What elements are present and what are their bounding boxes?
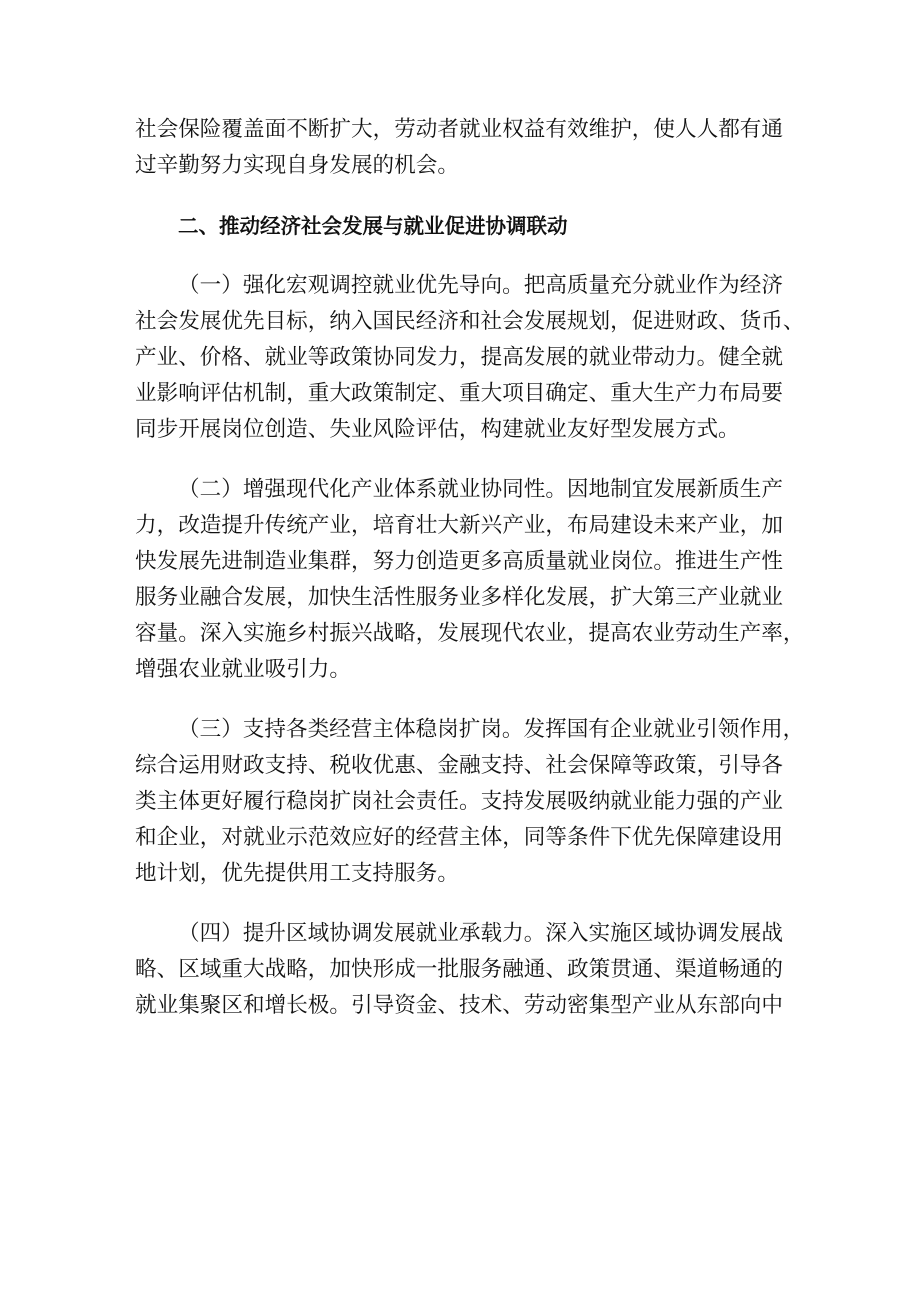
text-line: 容量。深入实施乡村振兴战略，发展现代农业，提高农业劳动生产率， bbox=[135, 621, 805, 646]
document-page bbox=[135, 112, 805, 1024]
text-line: 同步开展岗位创造、失业风险评估，构建就业友好型发展方式。 bbox=[135, 417, 740, 442]
text-line: 就业集聚区和增长极。引导资金、技术、劳动密集型产业从东部向中 bbox=[135, 993, 783, 1018]
text-line: 和企业，对就业示范效应好的经营主体，同等条件下优先保障建设用 bbox=[135, 825, 783, 850]
text-line: 类主体更好履行稳岗扩岗社会责任。支持发展吸纳就业能力强的产业 bbox=[135, 789, 783, 814]
paragraph-2 bbox=[135, 472, 805, 688]
text-line: 略、区域重大战略，加快形成一批服务融通、政策贯通、渠道畅通的 bbox=[135, 957, 783, 982]
text-line: 业影响评估机制，重大政策制定、重大项目确定、重大生产力布局要 bbox=[135, 381, 783, 406]
text-line: （一）强化宏观调控就业优先导向。把高质量充分就业作为经济 bbox=[178, 273, 783, 298]
intro-paragraph bbox=[135, 112, 783, 184]
text-line: （三）支持各类经营主体稳岗扩岗。发挥国有企业就业引领作用， bbox=[178, 717, 805, 742]
text-line: 社会保险覆盖面不断扩大，劳动者就业权益有效维护，使人人都有通 bbox=[135, 117, 783, 142]
text-line: 产业、价格、就业等政策协同发力，提高发展的就业带动力。健全就 bbox=[135, 345, 783, 370]
section-heading-block bbox=[135, 208, 783, 244]
text-line: 快发展先进制造业集群，努力创造更多高质量就业岗位。推进生产性 bbox=[135, 549, 783, 574]
text-line: （二）增强现代化产业体系就业协同性。因地制宜发展新质生产 bbox=[178, 477, 783, 502]
text-line: 力，改造提升传统产业，培育壮大新兴产业，布局建设未来产业，加 bbox=[135, 513, 783, 538]
paragraph-4 bbox=[135, 916, 783, 1024]
text-line: 综合运用财政支持、税收优惠、金融支持、社会保障等政策，引导各 bbox=[135, 753, 783, 778]
paragraph-1 bbox=[135, 268, 805, 448]
paragraph-3 bbox=[135, 712, 805, 892]
text-line: 服务业融合发展，加快生活性服务业多样化发展，扩大第三产业就业 bbox=[135, 585, 783, 610]
text-line: （四）提升区域协调发展就业承载力。深入实施区域协调发展战 bbox=[178, 921, 783, 946]
text-line: 过辛勤努力实现自身发展的机会。 bbox=[135, 153, 459, 178]
section-heading: 二、推动经济社会发展与就业促进协调联动 bbox=[178, 214, 568, 238]
text-line: 地计划，优先提供用工支持服务。 bbox=[135, 861, 459, 886]
text-line: 社会发展优先目标，纳入国民经济和社会发展规划，促进财政、货币、 bbox=[135, 309, 805, 334]
text-line: 增强农业就业吸引力。 bbox=[135, 657, 351, 682]
